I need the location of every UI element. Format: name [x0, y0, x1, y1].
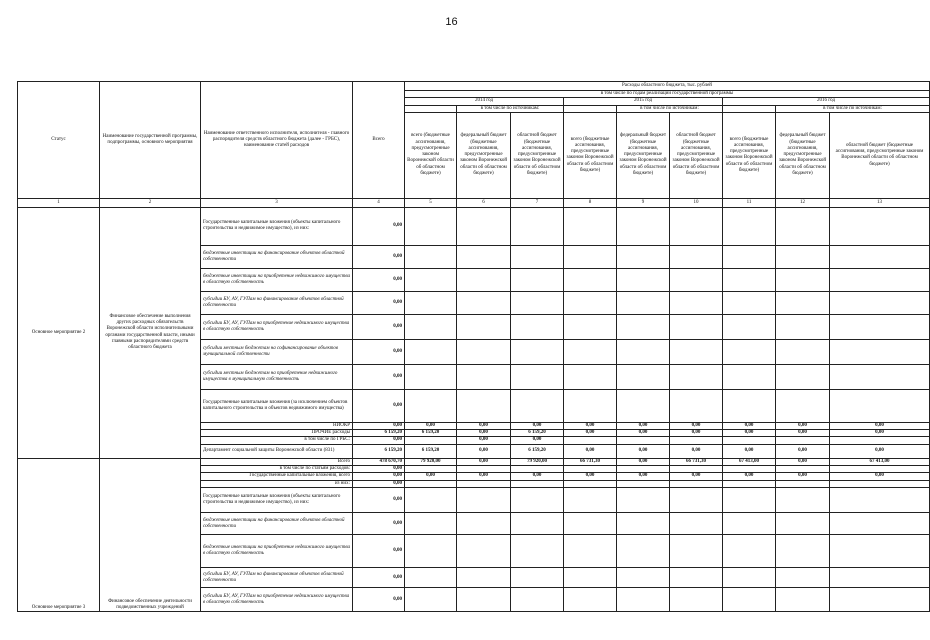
- section-b-by-items-total: 0,00: [353, 465, 405, 472]
- section-b-total-value-6: 0,00: [617, 458, 670, 465]
- section-a-row-blank-5: [617, 339, 670, 364]
- section-b-by-items-blank-9: [830, 465, 930, 472]
- section-a-program: Финансовое обеспечение выполнения других расходных обязательств Воронежской области исполнительными органами государственной власти, иными главными распорядителями средств областного бюджета: [100, 207, 201, 458]
- section-b-row-blank-1: [405, 588, 457, 612]
- section-b-by-items-blank-6: [670, 465, 723, 472]
- section-b-of-them-label: из них:: [201, 481, 353, 488]
- section-a-row-blank-8: [776, 207, 830, 245]
- section-a-other-value-7: 0,00: [670, 430, 723, 437]
- section-a-row-blank-2: [457, 291, 511, 314]
- section-b-total-value-10: 67 413,00: [830, 458, 930, 465]
- section-b-row-blank-6: [670, 568, 723, 588]
- section-a-row-blank-6: [670, 245, 723, 268]
- section-b-row-blank-9: [830, 535, 930, 568]
- header-federal-2015: федеральный бюджет (бюджетные ассигнования, предусмотренные законом Воронежской области об областном бюджете): [617, 112, 670, 198]
- section-b-by-items-blank-8: [776, 465, 830, 472]
- header-sources-2015: в том числе по источникам:: [617, 105, 723, 112]
- section-a-niokr-value-8: 0,00: [723, 422, 776, 429]
- header-federal-2016: федеральный бюджет (бюджетные ассигнования, предусмотренные законом Воронежской области об областном бюджете): [776, 112, 830, 198]
- section-a-row-label: субсидии местным бюджетам на софинансирование объектов муниципальной собственности: [201, 339, 353, 364]
- section-a-row-blank-6: [670, 314, 723, 339]
- section-a-dept-value-6: 0,00: [617, 444, 670, 458]
- section-a-row-blank-7: [723, 268, 776, 291]
- column-number-8: 8: [564, 198, 617, 207]
- section-b-row-blank-8: [776, 535, 830, 568]
- section-b-row-blank-8: [776, 513, 830, 535]
- section-b-by-items-blank-7: [723, 465, 776, 472]
- header-all-2015: всего (бюджетные ассигнования, предусмотренные законом Воронежской области об областном бюджете): [564, 112, 617, 198]
- section-a-by_grbs-label: в том числе по ГРБС:: [201, 437, 353, 444]
- column-number-10: 10: [670, 198, 723, 207]
- section-a-niokr-value-6: 0,00: [617, 422, 670, 429]
- header-regional-2015: областной бюджет (бюджетные ассигнования, предусмотренные законом Воронежской области об областном бюджете): [670, 112, 723, 198]
- section-b-capital-value-4: 0,00: [511, 473, 564, 481]
- section-b-row-blank-7: [723, 513, 776, 535]
- section-b-total-value-2: 79 920,00: [405, 458, 457, 465]
- section-a-niokr-value-7: 0,00: [670, 422, 723, 429]
- section-a-row-blank-1: [405, 207, 457, 245]
- section-b-capital-value-6: 0,00: [617, 473, 670, 481]
- section-a-row-label: субсидии БУ, АУ, ГУПам на приобретение недвижимого имущества в областную собственность: [201, 314, 353, 339]
- section-a-row-blank-1: [405, 339, 457, 364]
- section-a-row-blank-2: [457, 207, 511, 245]
- section-a-row-blank-8: [776, 245, 830, 268]
- section-b-row-blank-8: [776, 488, 830, 513]
- section-a-row-blank-1: [405, 245, 457, 268]
- section-a-row-blank-2: [457, 339, 511, 364]
- section-a-row-blank-2: [457, 245, 511, 268]
- header-by-years: в том числе по годам реализации государственной программы: [405, 91, 930, 98]
- column-number-12: 12: [776, 198, 830, 207]
- section-a-row-blank-9: [830, 339, 930, 364]
- section-a-row-blank-3: [511, 268, 564, 291]
- section-a-row-blank-3: [511, 339, 564, 364]
- section-b-row-blank-4: [564, 535, 617, 568]
- section-a-by_grbs-value-10: [830, 437, 930, 444]
- section-b-row-blank-2: [457, 513, 511, 535]
- header-status: Статус: [18, 82, 100, 199]
- section-b-row-blank-3: [511, 568, 564, 588]
- section-a-row-blank-7: [723, 291, 776, 314]
- column-number-4: 4: [353, 198, 405, 207]
- section-b-capital-value-5: 0,00: [564, 473, 617, 481]
- section-b-row-blank-9: [830, 488, 930, 513]
- section-a-row-blank-1: [405, 291, 457, 314]
- section-b-of-them-blank-9: [830, 481, 930, 488]
- section-a-row-blank-3: [511, 245, 564, 268]
- section-a-row-blank-5: [617, 364, 670, 389]
- section-a-row-blank-4: [564, 245, 617, 268]
- section-a-dept-value-3: 0,00: [457, 444, 511, 458]
- section-a-row-blank-5: [617, 207, 670, 245]
- section-a-by_grbs-value-6: [617, 437, 670, 444]
- section-a-by_grbs-value-7: [670, 437, 723, 444]
- table-row: [18, 207, 930, 245]
- section-a-by_grbs-value-4: 0,00: [511, 437, 564, 444]
- section-a-row-blank-5: [617, 389, 670, 422]
- section-a-dept-value-10: 0,00: [830, 444, 930, 458]
- section-a-row-blank-6: [670, 389, 723, 422]
- section-b-by-items-label: в том числе по статьям расходов:: [201, 465, 353, 472]
- section-a-other-value-2: 6 159,20: [405, 430, 457, 437]
- section-b-row-total: 0,00: [353, 513, 405, 535]
- section-b-of-them-blank-8: [776, 481, 830, 488]
- section-a-other-value-9: 0,00: [776, 430, 830, 437]
- section-a-row-blank-1: [405, 268, 457, 291]
- section-a-dept-value-1: 6 159,20: [353, 444, 405, 458]
- section-b-total-value-4: 79 920,00: [511, 458, 564, 465]
- section-a-niokr-value-10: 0,00: [830, 422, 930, 429]
- section-a-niokr-value-2: 0,00: [405, 422, 457, 429]
- section-a-row-blank-9: [830, 207, 930, 245]
- section-b-row-blank-5: [617, 488, 670, 513]
- section-b-row-label: бюджетные инвестиции на финансирование объектов областной собственности: [201, 513, 353, 535]
- section-a-by_grbs-value-3: 0,00: [457, 437, 511, 444]
- section-b-row-blank-6: [670, 535, 723, 568]
- column-number-6: 6: [457, 198, 511, 207]
- section-b-total-value-1: 478 670,70: [353, 458, 405, 465]
- section-b-total-value-5: 66 731,30: [564, 458, 617, 465]
- section-b-row-blank-7: [723, 488, 776, 513]
- column-number-3: 3: [201, 198, 353, 207]
- section-b-of-them-blank-4: [564, 481, 617, 488]
- column-number-7: 7: [511, 198, 564, 207]
- section-a-row-total: 0,00: [353, 364, 405, 389]
- section-a-row-blank-4: [564, 364, 617, 389]
- section-a-dept-value-8: 0,00: [723, 444, 776, 458]
- section-a-other-value-3: 0,00: [457, 430, 511, 437]
- section-a-row-blank-9: [830, 389, 930, 422]
- section-a-row-blank-2: [457, 314, 511, 339]
- section-a-row-blank-5: [617, 291, 670, 314]
- section-a-dept-label: Департамент социальной защиты Воронежской области (831): [201, 444, 353, 458]
- section-b-total-label: Всего: [201, 458, 353, 465]
- header-all-2016: всего (бюджетные ассигнования, предусмотренные законом Воронежской области об областном бюджете): [723, 112, 776, 198]
- section-a-row-blank-7: [723, 314, 776, 339]
- section-b-row-blank-8: [776, 588, 830, 612]
- section-b-of-them-blank-3: [511, 481, 564, 488]
- section-b-row-blank-1: [405, 535, 457, 568]
- section-b-row-blank-3: [511, 513, 564, 535]
- section-a-row-blank-9: [830, 364, 930, 389]
- header-year-2014: 2014 год: [405, 98, 564, 105]
- section-a-niokr-value-1: 0,00: [353, 422, 405, 429]
- section-b-row-blank-6: [670, 488, 723, 513]
- section-a-row-blank-7: [723, 339, 776, 364]
- section-a-row-blank-7: [723, 245, 776, 268]
- section-a-row-blank-7: [723, 389, 776, 422]
- section-a-niokr-label: НИОКР: [201, 422, 353, 429]
- section-a-row-blank-2: [457, 364, 511, 389]
- column-number-11: 11: [723, 198, 776, 207]
- section-a-niokr-value-9: 0,00: [776, 422, 830, 429]
- section-a-row-blank-1: [405, 314, 457, 339]
- section-b-by-items-blank-1: [405, 465, 457, 472]
- section-b-row-label: бюджетные инвестиции на приобретение недвижимого имущества в областную собственность: [201, 535, 353, 568]
- section-a-dept-value-5: 0,00: [564, 444, 617, 458]
- section-b-total-value-8: 67 413,00: [723, 458, 776, 465]
- section-a-row-label: бюджетные инвестиции на финансирование объектов областной собственности: [201, 245, 353, 268]
- section-a-row-blank-8: [776, 364, 830, 389]
- section-b-row-blank-3: [511, 488, 564, 513]
- section-a-row-blank-8: [776, 389, 830, 422]
- section-b-row-total: 0,00: [353, 488, 405, 513]
- section-a-by_grbs-value-2: [405, 437, 457, 444]
- section-a-row-blank-6: [670, 364, 723, 389]
- section-b-of-them-blank-2: [457, 481, 511, 488]
- section-a-row-total: 0,00: [353, 245, 405, 268]
- section-b-by-items-blank-2: [457, 465, 511, 472]
- section-b-row-total: 0,00: [353, 568, 405, 588]
- section-a-other-value-5: 0,00: [564, 430, 617, 437]
- section-b-row-blank-2: [457, 568, 511, 588]
- section-a-row-blank-1: [405, 364, 457, 389]
- section-b-row-blank-5: [617, 588, 670, 612]
- section-a-row-blank-2: [457, 268, 511, 291]
- section-b-capital-value-10: 0,00: [830, 473, 930, 481]
- section-a-row-total: 0,00: [353, 389, 405, 422]
- section-a-dept-value-9: 0,00: [776, 444, 830, 458]
- section-b-row-total: 0,00: [353, 535, 405, 568]
- section-a-row-blank-4: [564, 389, 617, 422]
- section-a-niokr-value-3: 0,00: [457, 422, 511, 429]
- column-numbers-row: [18, 198, 930, 207]
- section-a-row-blank-9: [830, 291, 930, 314]
- section-b-status: Основное мероприятие 3: [18, 458, 100, 612]
- section-b-capital-value-3: 0,00: [457, 473, 511, 481]
- header-program-name: Наименование государственной программы, подпрограммы, основного мероприятия: [100, 82, 201, 199]
- section-a-row-blank-6: [670, 339, 723, 364]
- section-b-row-blank-9: [830, 568, 930, 588]
- header-all-2014: всего (бюджетные ассигнования, предусмотренные законом Воронежской области об областном бюджете): [405, 112, 457, 198]
- section-b-row-blank-9: [830, 588, 930, 612]
- section-a-row-blank-8: [776, 291, 830, 314]
- section-b-row-label: субсидии БУ, АУ, ГУПам на финансирование объектов областной собственности: [201, 568, 353, 588]
- column-number-9: 9: [617, 198, 670, 207]
- section-b-row-blank-1: [405, 488, 457, 513]
- page-number: 16: [445, 16, 458, 28]
- section-a-row-blank-4: [564, 291, 617, 314]
- section-a-by_grbs-value-8: [723, 437, 776, 444]
- section-b-row-blank-5: [617, 535, 670, 568]
- section-b-row-blank-8: [776, 568, 830, 588]
- section-b-row-blank-9: [830, 513, 930, 535]
- section-a-row-blank-3: [511, 314, 564, 339]
- section-a-row-blank-7: [723, 207, 776, 245]
- section-a-row-blank-6: [670, 291, 723, 314]
- section-b-row-blank-4: [564, 488, 617, 513]
- section-a-status: Основное мероприятие 2: [18, 207, 100, 458]
- section-a-dept-value-4: 6 159,20: [511, 444, 564, 458]
- section-a-niokr-value-5: 0,00: [564, 422, 617, 429]
- section-a-niokr-value-4: 0,00: [511, 422, 564, 429]
- section-a-row-label: Государственные капитальные вложения (за исключением объектов капитального строительства и объектов недвижимого имущества): [201, 389, 353, 422]
- section-b-capital-value-7: 0,00: [670, 473, 723, 481]
- section-a-row-blank-7: [723, 364, 776, 389]
- header-federal-2014: федеральный бюджет (бюджетные ассигнования, предусмотренные законом Воронежской области об областном бюджете): [457, 112, 511, 198]
- section-b-row-blank-1: [405, 513, 457, 535]
- header-sources-2014: в том числе по источникам:: [457, 105, 564, 112]
- section-b-by-items-blank-5: [617, 465, 670, 472]
- section-b-row-blank-7: [723, 588, 776, 612]
- section-a-row-blank-4: [564, 314, 617, 339]
- section-b-of-them-blank-7: [723, 481, 776, 488]
- section-b-program: Финансовое обеспечение деятельности подведомственных учреждений: [100, 458, 201, 612]
- section-a-row-blank-1: [405, 389, 457, 422]
- section-a-other-value-8: 0,00: [723, 430, 776, 437]
- section-b-row-blank-6: [670, 588, 723, 612]
- section-b-total-value-9: 0,00: [776, 458, 830, 465]
- section-b-row-label: Государственные капитальные вложения (объекты капитального строительства и недвижимое имущество), из них:: [201, 488, 353, 513]
- section-b-row-blank-4: [564, 568, 617, 588]
- section-b-capital-label: Государственные капитальные вложения, всего: [201, 473, 353, 481]
- section-a-row-blank-8: [776, 268, 830, 291]
- section-b-row-blank-4: [564, 513, 617, 535]
- section-b-of-them-blank-6: [670, 481, 723, 488]
- header-expenses-title: Расходы областного бюджета, тыс. рублей: [405, 82, 930, 91]
- section-a-row-blank-3: [511, 364, 564, 389]
- section-a-dept-value-7: 0,00: [670, 444, 723, 458]
- section-a-row-blank-8: [776, 339, 830, 364]
- section-b-capital-value-1: 0,00: [353, 473, 405, 481]
- section-a-row-blank-3: [511, 291, 564, 314]
- section-a-row-blank-5: [617, 314, 670, 339]
- section-b-row-blank-2: [457, 535, 511, 568]
- section-a-by_grbs-value-9: [776, 437, 830, 444]
- column-number-13: 13: [830, 198, 930, 207]
- section-b-row-total: 0,00: [353, 588, 405, 612]
- section-a-row-blank-8: [776, 314, 830, 339]
- section-a-other-value-6: 0,00: [617, 430, 670, 437]
- section-a-row-blank-2: [457, 389, 511, 422]
- section-a-by_grbs-value-1: 0,00: [353, 437, 405, 444]
- header-year-2016: 2016 год: [723, 98, 930, 105]
- section-b-capital-value-8: 0,00: [723, 473, 776, 481]
- section-a-row-blank-9: [830, 268, 930, 291]
- section-b-row-blank-1: [405, 568, 457, 588]
- section-a-row-blank-9: [830, 245, 930, 268]
- section-a-row-total: 0,00: [353, 314, 405, 339]
- header-regional-2014: областной бюджет (бюджетные ассигнования, предусмотренные законом Воронежской области об областном бюджете): [511, 112, 564, 198]
- section-a-row-blank-6: [670, 268, 723, 291]
- section-b-row-blank-3: [511, 535, 564, 568]
- section-b-row-blank-7: [723, 568, 776, 588]
- column-number-5: 5: [405, 198, 457, 207]
- section-b-row-blank-6: [670, 513, 723, 535]
- section-b-of-them-blank-1: [405, 481, 457, 488]
- section-b-row-label: субсидии БУ, АУ, ГУПам на приобретение недвижимого имущества в областную собственность: [201, 588, 353, 612]
- section-b-of-them-total: 0,00: [353, 481, 405, 488]
- section-b-row-blank-3: [511, 588, 564, 612]
- section-b-row-blank-7: [723, 535, 776, 568]
- section-a-dept-value-2: 6 159,20: [405, 444, 457, 458]
- section-a-row-blank-4: [564, 207, 617, 245]
- section-b-capital-value-9: 0,00: [776, 473, 830, 481]
- section-b-by-items-blank-3: [511, 465, 564, 472]
- section-a-row-total: 0,00: [353, 339, 405, 364]
- section-a-row-label: субсидии местным бюджетам на приобретение недвижимого имущества в муниципальную собственность: [201, 364, 353, 389]
- section-b-row-blank-4: [564, 588, 617, 612]
- section-b-row-blank-5: [617, 513, 670, 535]
- section-a-row-label: Государственные капитальные вложения (объекты капитального строительства и недвижимое имущество), из них:: [201, 207, 353, 245]
- header-regional-2016: областной бюджет (бюджетные ассигнования, предусмотренные законом Воронежской области об областном бюджете): [830, 112, 930, 198]
- column-number-2: 2: [100, 198, 201, 207]
- section-a-row-blank-3: [511, 389, 564, 422]
- section-b-by-items-blank-4: [564, 465, 617, 472]
- section-b-capital-value-2: 0,00: [405, 473, 457, 481]
- section-a-other-value-10: 0,00: [830, 430, 930, 437]
- section-a-row-blank-3: [511, 207, 564, 245]
- section-b-row-blank-2: [457, 588, 511, 612]
- header-year-2015: 2015 год: [564, 98, 723, 105]
- section-a-other-value-1: 6 159,20: [353, 430, 405, 437]
- section-a-by_grbs-value-5: [564, 437, 617, 444]
- section-a-other-label: ПРОЧИЕ расходы: [201, 430, 353, 437]
- section-b-total-value-3: 0,00: [457, 458, 511, 465]
- header-executor: Наименование ответственного исполнителя, исполнителя - главного распорядителя средств областного бюджета (далее - ГРБС), наименование статей расходов: [201, 82, 353, 199]
- header-total: Всего: [353, 82, 405, 199]
- section-a-row-blank-4: [564, 339, 617, 364]
- section-b-total-value-7: 66 731,30: [670, 458, 723, 465]
- budget-table: [17, 81, 930, 612]
- section-a-row-blank-5: [617, 245, 670, 268]
- section-a-row-blank-5: [617, 268, 670, 291]
- table-row: [18, 458, 930, 465]
- section-a-other-value-4: 6 159,20: [511, 430, 564, 437]
- section-a-row-total: 0,00: [353, 291, 405, 314]
- section-a-row-blank-4: [564, 268, 617, 291]
- section-a-row-blank-6: [670, 207, 723, 245]
- section-a-row-label: бюджетные инвестиции на приобретение недвижимого имущества в областную собственность: [201, 268, 353, 291]
- header-sources-2016: в том числе по источникам:: [776, 105, 930, 112]
- column-number-1: 1: [18, 198, 100, 207]
- section-a-row-total: 0,00: [353, 207, 405, 245]
- section-a-row-blank-9: [830, 314, 930, 339]
- section-b-of-them-blank-5: [617, 481, 670, 488]
- section-a-row-label: субсидии БУ, АУ, ГУПам на финансирование объектов областной собственности: [201, 291, 353, 314]
- section-b-row-blank-2: [457, 488, 511, 513]
- section-b-row-blank-5: [617, 568, 670, 588]
- section-a-row-total: 0,00: [353, 268, 405, 291]
